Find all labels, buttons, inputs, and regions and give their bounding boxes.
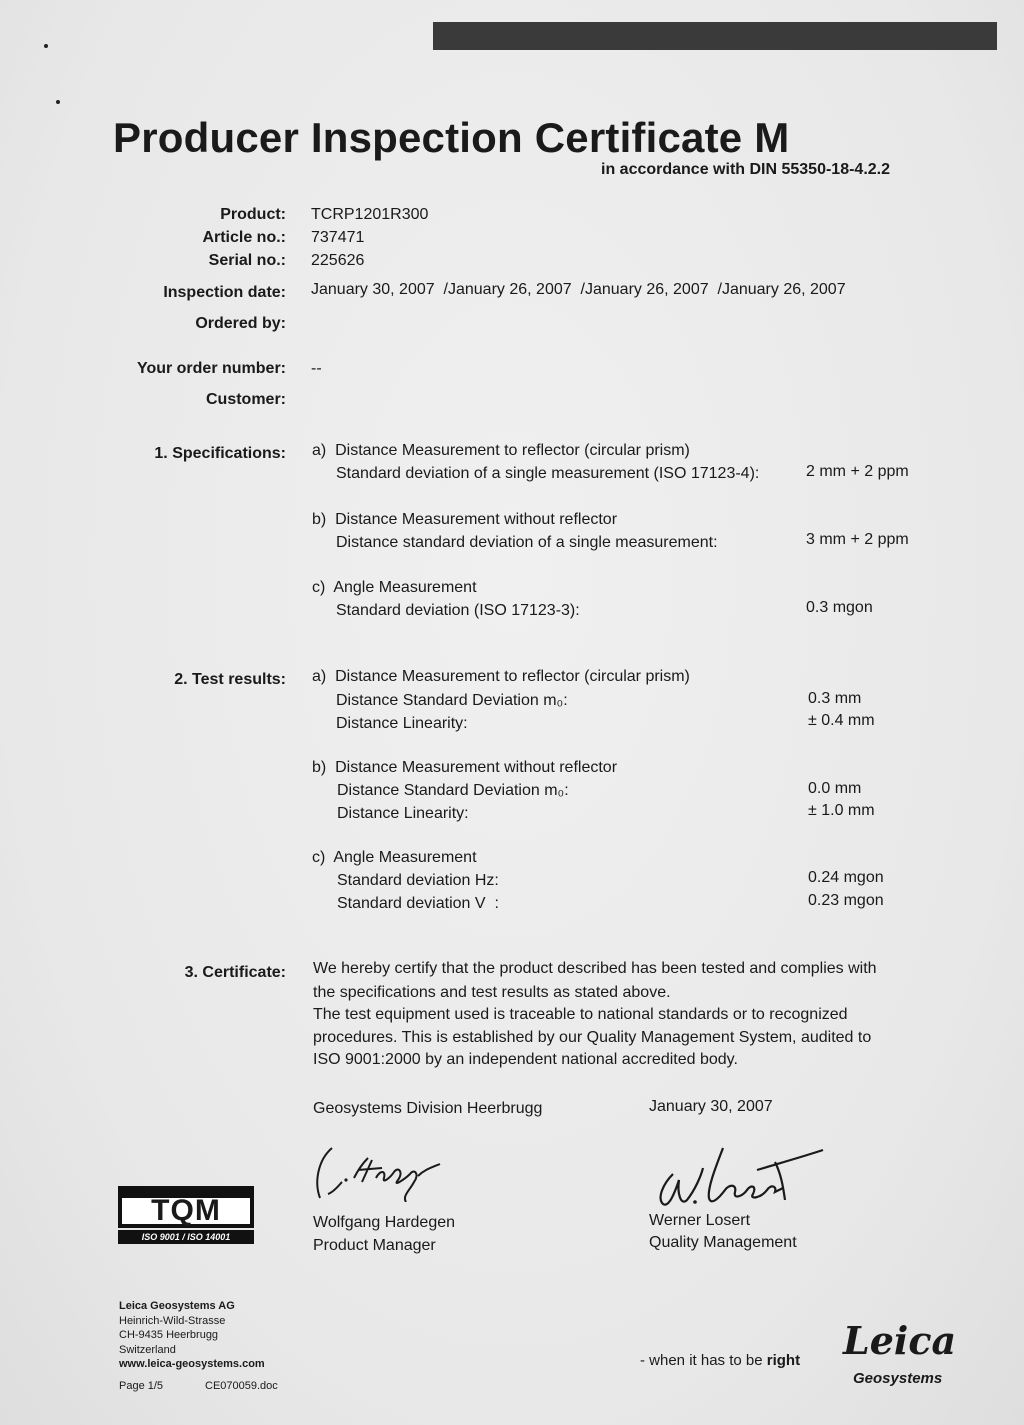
leica-geosystems-text: Geosystems	[853, 1370, 943, 1387]
certificate-line: ISO 9001:2000 by an independent national accredited body.	[313, 1051, 738, 1068]
leica-logo	[843, 1318, 955, 1398]
footer-slogan	[640, 1352, 800, 1369]
inspection-date-label: Inspection date:	[163, 284, 286, 301]
page-title: Producer Inspection Certificate M	[113, 114, 790, 161]
test-results-label: 2. Test results:	[174, 671, 286, 688]
certificate-line: procedures. This is established by our Quality Management System, audited to	[313, 1029, 872, 1046]
spec-a-heading: a) Distance Measurement to reflector (circular prism)	[312, 442, 690, 459]
result-b-value1: 0.0 mm	[808, 780, 862, 797]
signatory-left-name: Wolfgang Hardegen	[313, 1214, 456, 1231]
certificate-line: The test equipment used is traceable to national standards or to recognized	[313, 1006, 848, 1023]
article-label: Article no.:	[202, 229, 286, 246]
spec-b-line: Distance standard deviation of a single measurement:	[336, 534, 718, 551]
tqm-top-band	[118, 1186, 254, 1194]
scan-speck	[56, 100, 60, 104]
certificate-line: We hereby certify that the product described has been tested and complies with	[313, 960, 877, 977]
spec-a-value: 2 mm + 2 ppm	[806, 463, 909, 480]
certificate-label: 3. Certificate:	[184, 964, 286, 981]
tqm-iso-band: ISO 9001 / ISO 14001	[118, 1230, 254, 1244]
footer-city: CH-9435 Heerbrugg	[119, 1329, 219, 1341]
result-a-line1: Distance Standard Deviation m₀:	[336, 692, 568, 709]
footer-country: Switzerland	[119, 1344, 176, 1356]
result-a-value2: ± 0.4 mm	[808, 712, 875, 729]
result-a-heading: a) Distance Measurement to reflector (circular prism)	[312, 668, 690, 685]
result-a-value1: 0.3 mm	[808, 690, 862, 707]
serial-value: 225626	[311, 252, 365, 269]
order-number-label: Your order number:	[136, 360, 286, 377]
result-c-value2: 0.23 mgon	[808, 892, 884, 909]
footer-doc-name: CE070059.doc	[205, 1380, 278, 1392]
scan-header-bar	[433, 22, 997, 50]
spec-b-value: 3 mm + 2 ppm	[806, 531, 909, 548]
article-value: 737471	[311, 229, 365, 246]
spec-a-line: Standard deviation of a single measurement (ISO 17123-4):	[336, 465, 760, 482]
footer-page: Page 1/5	[119, 1380, 164, 1392]
footer-street: Heinrich-Wild-Strasse	[119, 1315, 226, 1327]
tqm-wordmark: TQM	[118, 1194, 254, 1228]
spec-c-value: 0.3 mgon	[806, 599, 873, 616]
result-c-value1: 0.24 mgon	[808, 869, 884, 886]
result-b-line1: Distance Standard Deviation m₀:	[337, 782, 569, 799]
ordered-by-label: Ordered by:	[195, 315, 286, 332]
result-c-line2: Standard deviation V :	[337, 895, 499, 912]
page-subtitle: in accordance with DIN 55350-18-4.2.2	[601, 161, 891, 178]
serial-label: Serial no.:	[208, 252, 286, 269]
result-b-heading: b) Distance Measurement without reflector	[312, 759, 618, 776]
signatory-right-name: Werner Losert	[649, 1212, 751, 1229]
footer-company: Leica Geosystems AG	[119, 1300, 235, 1312]
leica-wordmark: Leica	[843, 1318, 957, 1363]
spec-c-line: Standard deviation (ISO 17123-3):	[336, 602, 580, 619]
product-value: TCRP1201R300	[311, 206, 429, 223]
division-name: Geosystems Division Heerbrugg	[313, 1100, 543, 1117]
scan-speck	[44, 44, 48, 48]
signature-hardegen	[310, 1138, 460, 1202]
slogan-prefix: - when it has to be	[640, 1352, 767, 1369]
product-label: Product:	[220, 206, 286, 223]
result-a-line2: Distance Linearity:	[336, 715, 468, 732]
order-number-value: --	[311, 360, 322, 377]
spec-c-heading: c) Angle Measurement	[312, 579, 477, 596]
certificate-date: January 30, 2007	[649, 1098, 773, 1115]
result-c-heading: c) Angle Measurement	[312, 849, 477, 866]
result-b-line2: Distance Linearity:	[337, 805, 469, 822]
signatory-right-role: Quality Management	[649, 1234, 797, 1251]
customer-label: Customer:	[205, 391, 286, 408]
footer-website: www.leica-geosystems.com	[119, 1358, 265, 1370]
inspection-date-value: January 30, 2007 /January 26, 2007 /January 26, 2007 /January 26, 2007	[311, 281, 846, 298]
result-b-value2: ± 1.0 mm	[808, 802, 875, 819]
spec-b-heading: b) Distance Measurement without reflector	[312, 511, 618, 528]
tqm-logo	[118, 1186, 254, 1252]
signature-losert	[645, 1140, 835, 1212]
result-c-line1: Standard deviation Hz:	[337, 872, 499, 889]
specifications-label: 1. Specifications:	[154, 445, 286, 462]
certificate-line: the specifications and test results as stated above.	[313, 984, 671, 1001]
slogan-bold: right	[766, 1352, 801, 1369]
signatory-left-role: Product Manager	[313, 1237, 436, 1254]
